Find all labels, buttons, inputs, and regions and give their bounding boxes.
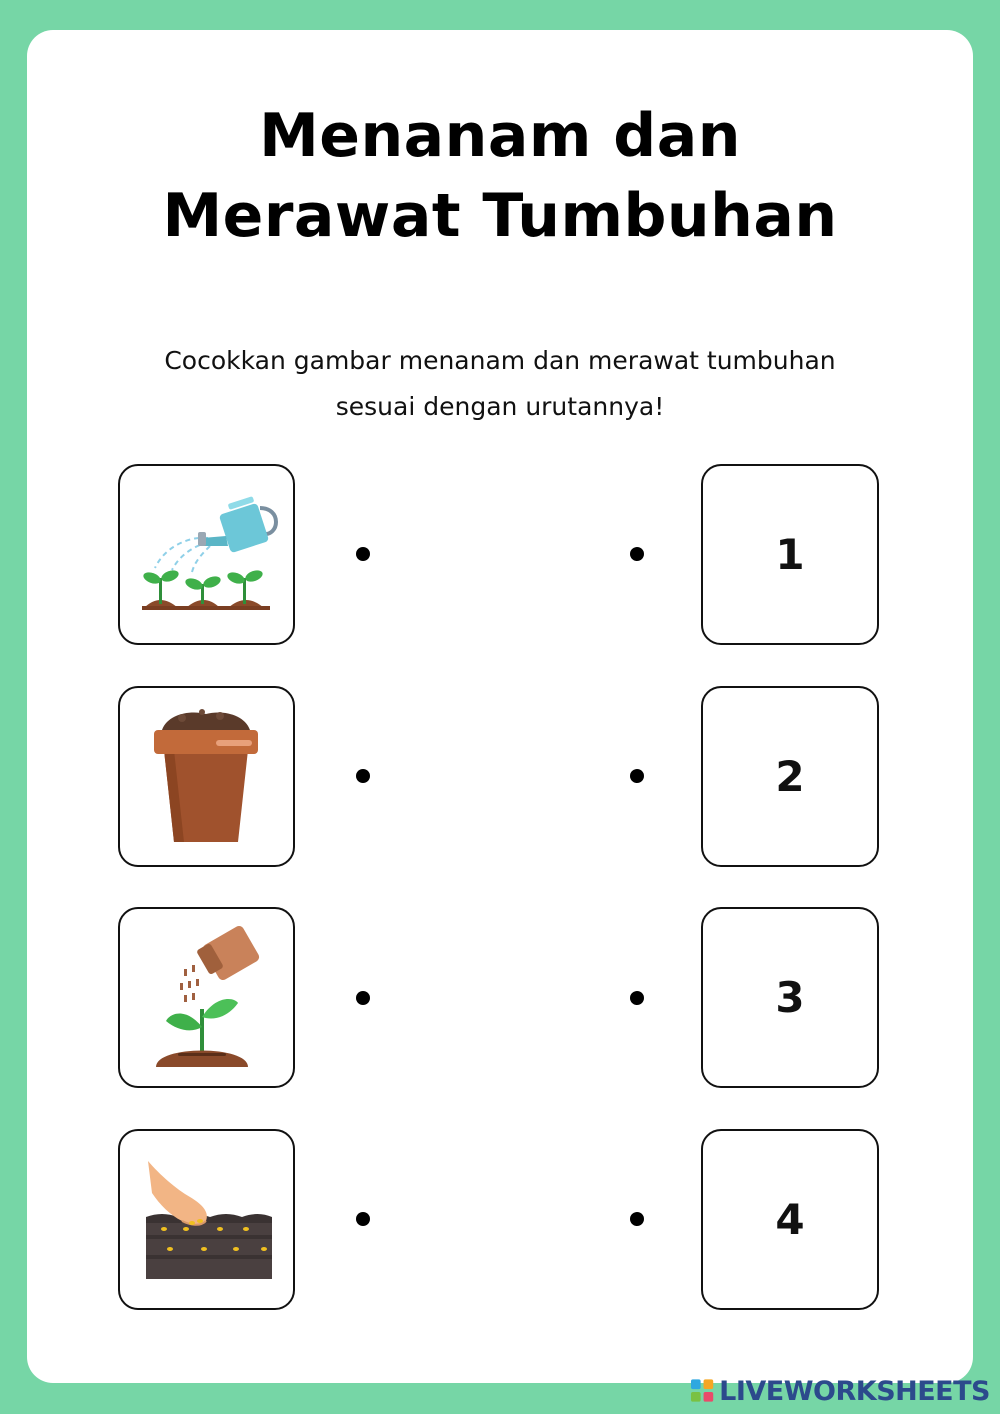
left-match-dot-1[interactable]	[356, 547, 370, 561]
right-match-dot-4[interactable]	[630, 1212, 644, 1226]
right-match-dot-2[interactable]	[630, 769, 644, 783]
watering-can-sprouts-icon	[120, 466, 292, 642]
number-box-1: 1	[701, 464, 879, 645]
number-box-3: 3	[701, 907, 879, 1088]
title-line-2: Merawat Tumbuhan	[162, 181, 838, 251]
picture-box-seeds	[118, 1129, 295, 1310]
brand-name: LIVEWORKSHEETS	[719, 1375, 990, 1407]
liveworksheets-logo-icon	[690, 1378, 715, 1404]
right-match-dot-1[interactable]	[630, 547, 644, 561]
instruction-text	[60, 338, 940, 430]
right-match-dot-3[interactable]	[630, 991, 644, 1005]
brand-footer	[690, 1374, 990, 1408]
fertilizing-plant-icon	[120, 909, 292, 1085]
picture-box-watering	[118, 464, 295, 645]
picture-box-pot	[118, 686, 295, 867]
page-title	[0, 96, 1000, 256]
instruction-line-2: sesuai dengan urutannya!	[335, 392, 665, 421]
left-match-dot-2[interactable]	[356, 769, 370, 783]
number-box-4: 4	[701, 1129, 879, 1310]
title-line-1: Menanam dan	[259, 101, 741, 171]
left-match-dot-4[interactable]	[356, 1212, 370, 1226]
sowing-seeds-icon	[120, 1131, 292, 1307]
instruction-line-1: Cocokkan gambar menanam dan merawat tumbuhan	[164, 346, 836, 375]
number-box-2: 2	[701, 686, 879, 867]
picture-box-fertilize	[118, 907, 295, 1088]
soil-pot-icon	[120, 688, 292, 864]
left-match-dot-3[interactable]	[356, 991, 370, 1005]
